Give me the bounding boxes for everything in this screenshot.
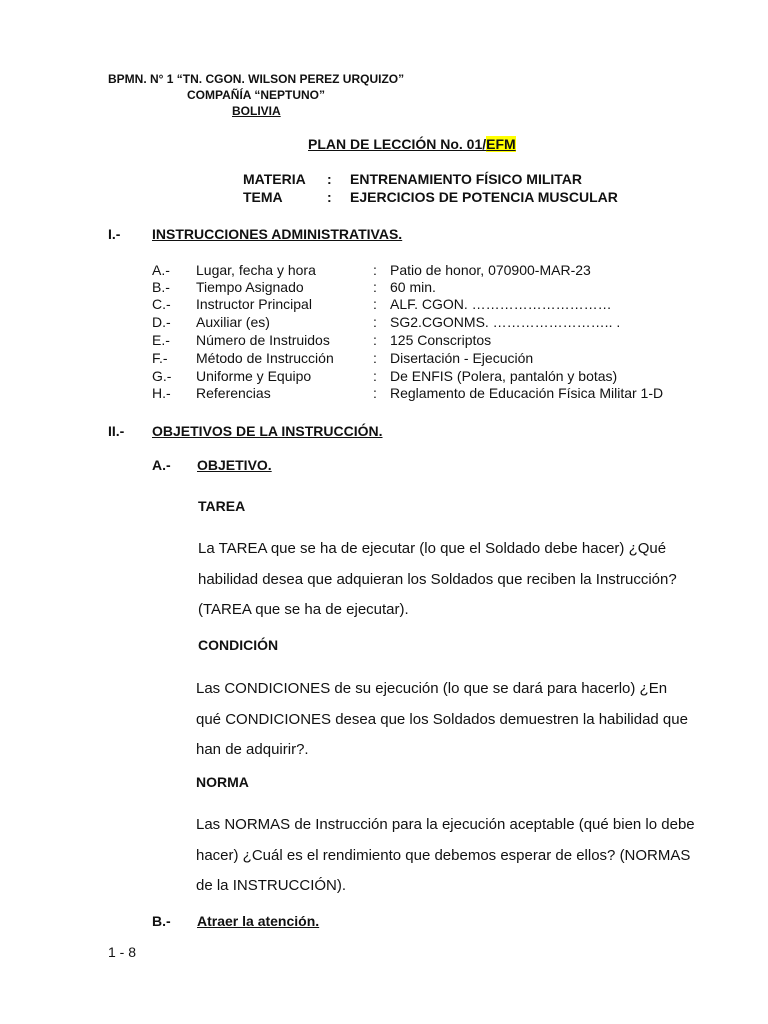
tarea-line: (TAREA que se ha de ejecutar). [198, 601, 409, 618]
country-name: BOLIVIA [232, 104, 281, 118]
tarea-paragraph [198, 534, 696, 626]
admin-separator: : [373, 262, 377, 278]
page-number: 1 - 8 [108, 944, 137, 960]
tema-label: TEMA [243, 189, 283, 205]
admin-label: Instructor Principal [196, 296, 312, 312]
admin-value: De ENFIS (Polera, pantalón y botas) [390, 368, 618, 384]
norma-paragraph [196, 810, 696, 902]
tarea-line: La TAREA que se ha de ejecutar (lo que el Soldado debe hacer) ¿Qué [198, 540, 667, 557]
condicion-paragraph [196, 674, 696, 766]
admin-value: 125 Conscriptos [390, 332, 492, 348]
norma-heading: NORMA [196, 774, 249, 790]
subsection-b-heading: Atraer la atención. [197, 913, 320, 929]
tarea-heading: TAREA [198, 498, 246, 514]
admin-letter: B.- [152, 279, 170, 295]
admin-separator: : [373, 296, 377, 312]
admin-label: Número de Instruidos [196, 332, 330, 348]
title-highlight: EFM [486, 136, 516, 152]
admin-label: Lugar, fecha y hora [196, 262, 316, 278]
condicion-line: qué CONDICIONES desea que los Soldados demuestren la habilidad que [196, 710, 688, 728]
document-title [308, 136, 516, 152]
admin-value: 60 min. [390, 279, 436, 295]
admin-letter: E.- [152, 332, 170, 348]
admin-value: Reglamento de Educación Física Militar 1-D [390, 385, 664, 401]
admin-separator: : [373, 314, 377, 330]
title-prefix: PLAN DE LECCIÓN No. 01/ [308, 136, 487, 152]
section1-heading: INSTRUCCIONES ADMINISTRATIVAS. [152, 226, 403, 242]
section2-heading: OBJETIVOS DE LA INSTRUCCIÓN. [152, 423, 383, 439]
admin-separator: : [373, 332, 377, 348]
admin-separator: : [373, 368, 377, 384]
norma-line: Las NORMAS de Instrucción para la ejecución aceptable (qué bien lo debe [196, 816, 695, 833]
admin-value: SG2.CGONMS. …………………….. . [390, 314, 621, 330]
section1-number: I.- [108, 226, 121, 242]
admin-letter: C.- [152, 296, 171, 312]
admin-label: Método de Instrucción [196, 350, 334, 366]
materia-separator: : [327, 171, 332, 187]
admin-label: Auxiliar (es) [196, 314, 270, 330]
norma-line: hacer) ¿Cuál es el rendimiento que debemos esperar de ellos? (NORMAS [196, 846, 691, 864]
admin-label: Uniforme y Equipo [196, 368, 312, 384]
section2-number: II.- [108, 423, 125, 439]
admin-value: Disertación - Ejecución [390, 350, 534, 366]
unit-name: BPMN. N° 1 “TN. CGON. WILSON PEREZ URQUIZO” [108, 72, 405, 86]
tarea-line: habilidad desea que adquieran los Soldados que reciben la Instrucción? [198, 570, 677, 588]
condicion-line: han de adquirir?. [196, 741, 309, 758]
tema-value: EJERCICIOS DE POTENCIA MUSCULAR [350, 189, 618, 205]
admin-separator: : [373, 279, 377, 295]
admin-letter: F.- [152, 350, 168, 366]
subsection-b-letter: B.- [152, 913, 171, 929]
company-name: COMPAÑÍA “NEPTUNO” [187, 88, 325, 102]
norma-line: de la INSTRUCCIÓN). [196, 877, 347, 894]
tema-separator: : [327, 189, 332, 205]
condicion-line: Las CONDICIONES de su ejecución (lo que se dará para hacerlo) ¿En [196, 680, 668, 697]
condicion-heading: CONDICIÓN [198, 637, 279, 653]
materia-value: ENTRENAMIENTO FÍSICO MILITAR [350, 171, 583, 187]
admin-value: Patio de honor, 070900-MAR-23 [390, 262, 591, 278]
admin-separator: : [373, 385, 377, 401]
admin-letter: H.- [152, 385, 171, 401]
admin-letter: G.- [152, 368, 172, 384]
admin-value: ALF. CGON. ………………………… [390, 296, 612, 312]
subsection-a-letter: A.- [152, 457, 171, 473]
admin-separator: : [373, 350, 377, 366]
admin-label: Tiempo Asignado [196, 279, 304, 295]
subsection-a-heading: OBJETIVO. [197, 457, 272, 473]
admin-label: Referencias [196, 385, 271, 401]
admin-letter: A.- [152, 262, 170, 278]
admin-letter: D.- [152, 314, 171, 330]
materia-label: MATERIA [243, 171, 306, 187]
